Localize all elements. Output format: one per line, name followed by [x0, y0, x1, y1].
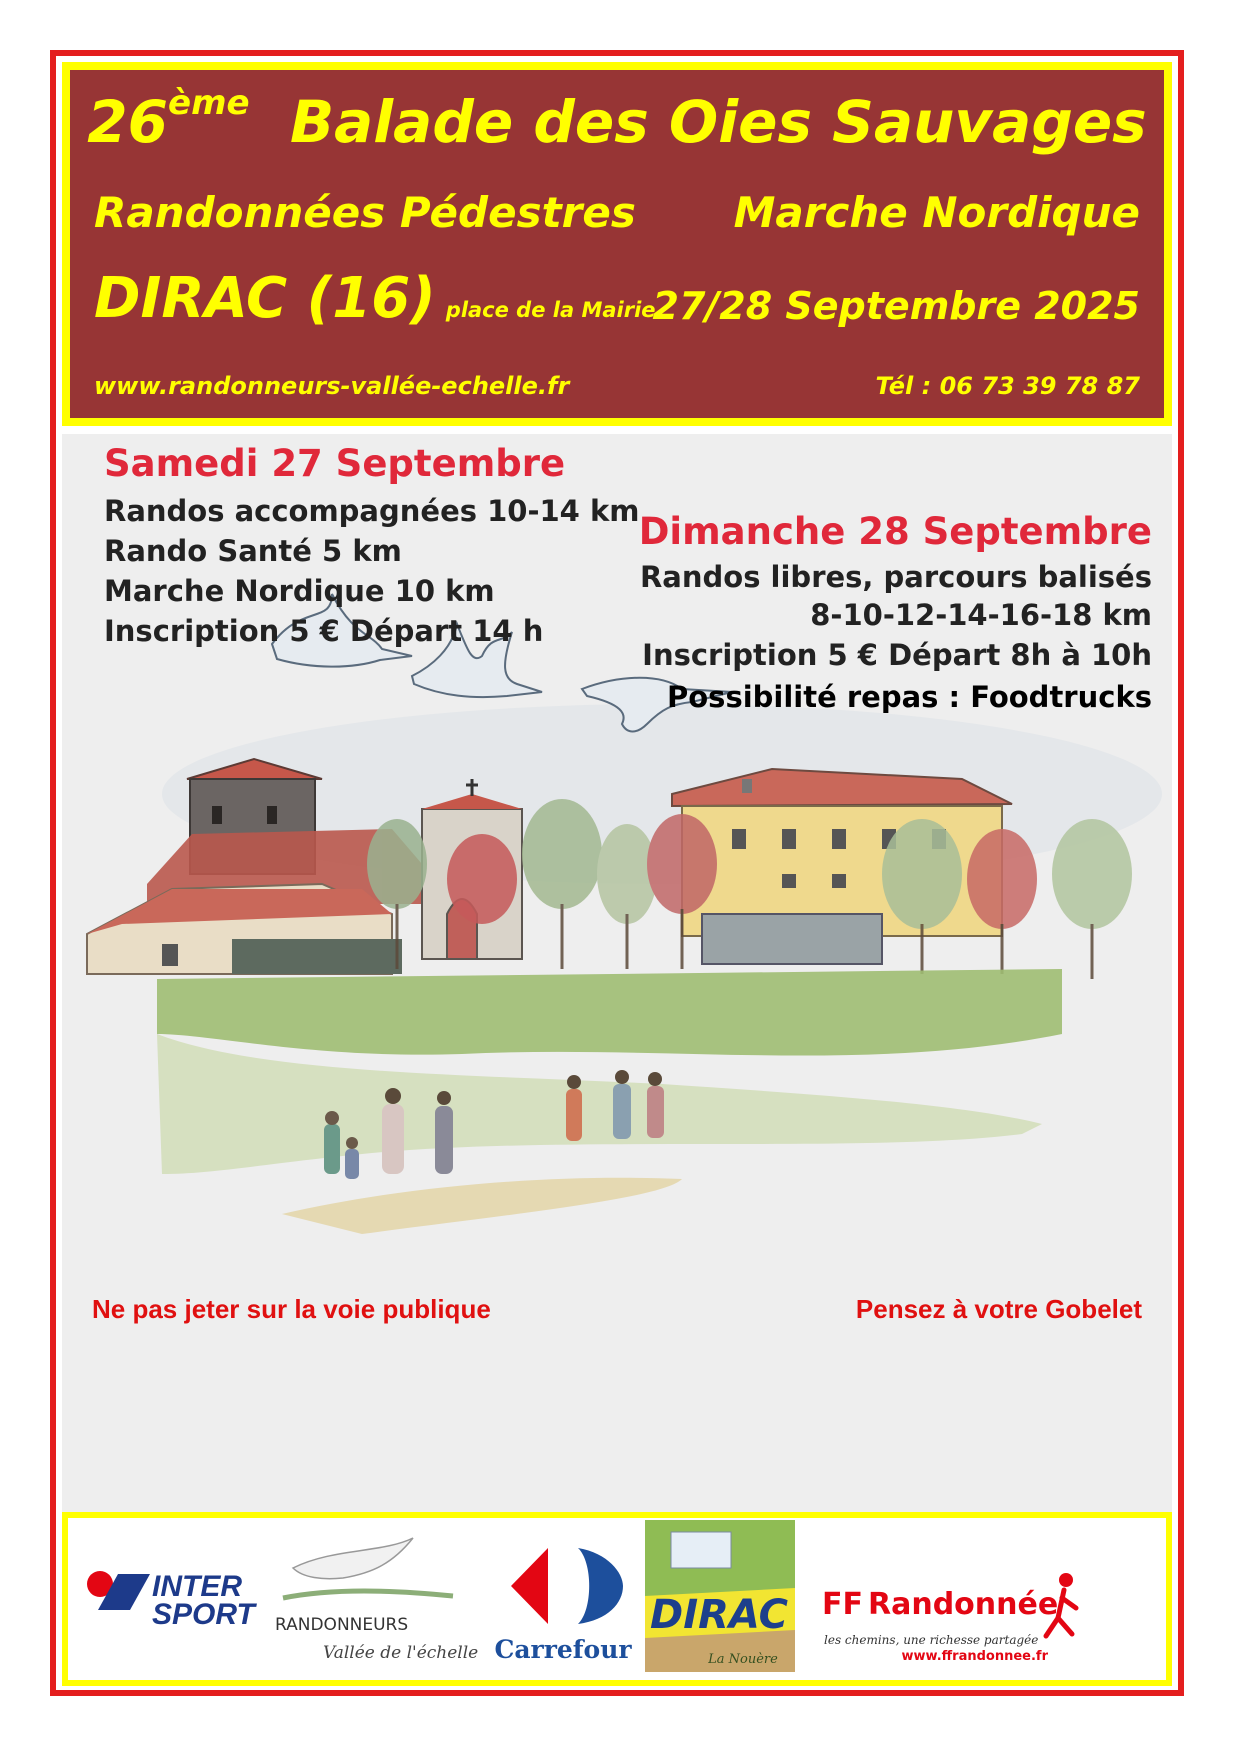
sunday-line-2: 8-10-12-14-16-18 km [810, 598, 1152, 632]
event-location [94, 266, 656, 331]
intersport-top: INTER [152, 1570, 242, 1603]
ffr-tagline: les chemins, une richesse partagée [824, 1633, 1039, 1647]
event-dates: 27/28 Septembre 2025 [652, 284, 1140, 328]
carrefour-name: Carrefour [494, 1635, 632, 1664]
dirac-script: La Nouère [708, 1652, 778, 1667]
notice-litter: Ne pas jeter sur la voie publique [92, 1294, 491, 1324]
location-detail: place de la Mairie [445, 298, 656, 322]
saturday-title: Samedi 27 Septembre [104, 442, 566, 485]
dirac-name: DIRAC [650, 1592, 788, 1638]
header-banner [62, 62, 1172, 426]
ffrandonnee-logo [818, 1518, 1158, 1680]
randonneurs-logo [263, 1518, 478, 1680]
ffr-ff: FF [822, 1587, 863, 1622]
sunday-line-4: Possibilité repas : Foodtrucks [667, 680, 1152, 714]
saturday-line-4: Inscription 5 € Départ 14 h [104, 614, 544, 648]
saturday-line-2: Rando Santé 5 km [104, 534, 402, 568]
sunday-title: Dimanche 28 Septembre [638, 510, 1152, 553]
intersport-logo [78, 1518, 258, 1680]
sponsor-bar [62, 1512, 1172, 1686]
ffr-name: Randonnée [868, 1587, 1059, 1622]
saturday-line-3: Marche Nordique 10 km [104, 574, 495, 608]
location-town: DIRAC (16) [94, 266, 436, 331]
randonneurs-script: Vallée de l'échelle [323, 1643, 478, 1663]
poster-title [70, 82, 1164, 156]
sunday-line-1: Randos libres, parcours balisés [639, 560, 1152, 594]
edition-suffix: ème [168, 82, 250, 123]
notice-cup: Pensez à votre Gobelet [855, 1294, 1142, 1324]
watercolor-illustration [62, 434, 1172, 1514]
activity-walking: Randonnées Pédestres [94, 188, 636, 237]
intersport-bottom: SPORT [152, 1598, 255, 1631]
activity-nordic: Marche Nordique [733, 188, 1140, 237]
sunday-line-3: Inscription 5 € Départ 8h à 10h [642, 638, 1152, 672]
carrefour-logo [483, 1518, 643, 1680]
website-link[interactable]: www.randonneurs-vallée-echelle.fr [94, 372, 570, 400]
sponsor-panel [68, 1518, 1166, 1680]
edition-number: 26 [87, 88, 169, 156]
ffr-url[interactable]: www.ffrandonnee.fr [901, 1649, 1048, 1664]
randonneurs-name: RANDONNEURS [275, 1615, 409, 1635]
grass-field [157, 969, 1062, 1056]
header-panel [70, 70, 1164, 418]
phone-number: Tél : 06 73 39 78 87 [875, 372, 1140, 400]
event-name: Balade des Oies Sauvages [289, 88, 1147, 156]
dirac-logo [633, 1518, 808, 1680]
saturday-line-1: Randos accompagnées 10-14 km [104, 494, 640, 528]
